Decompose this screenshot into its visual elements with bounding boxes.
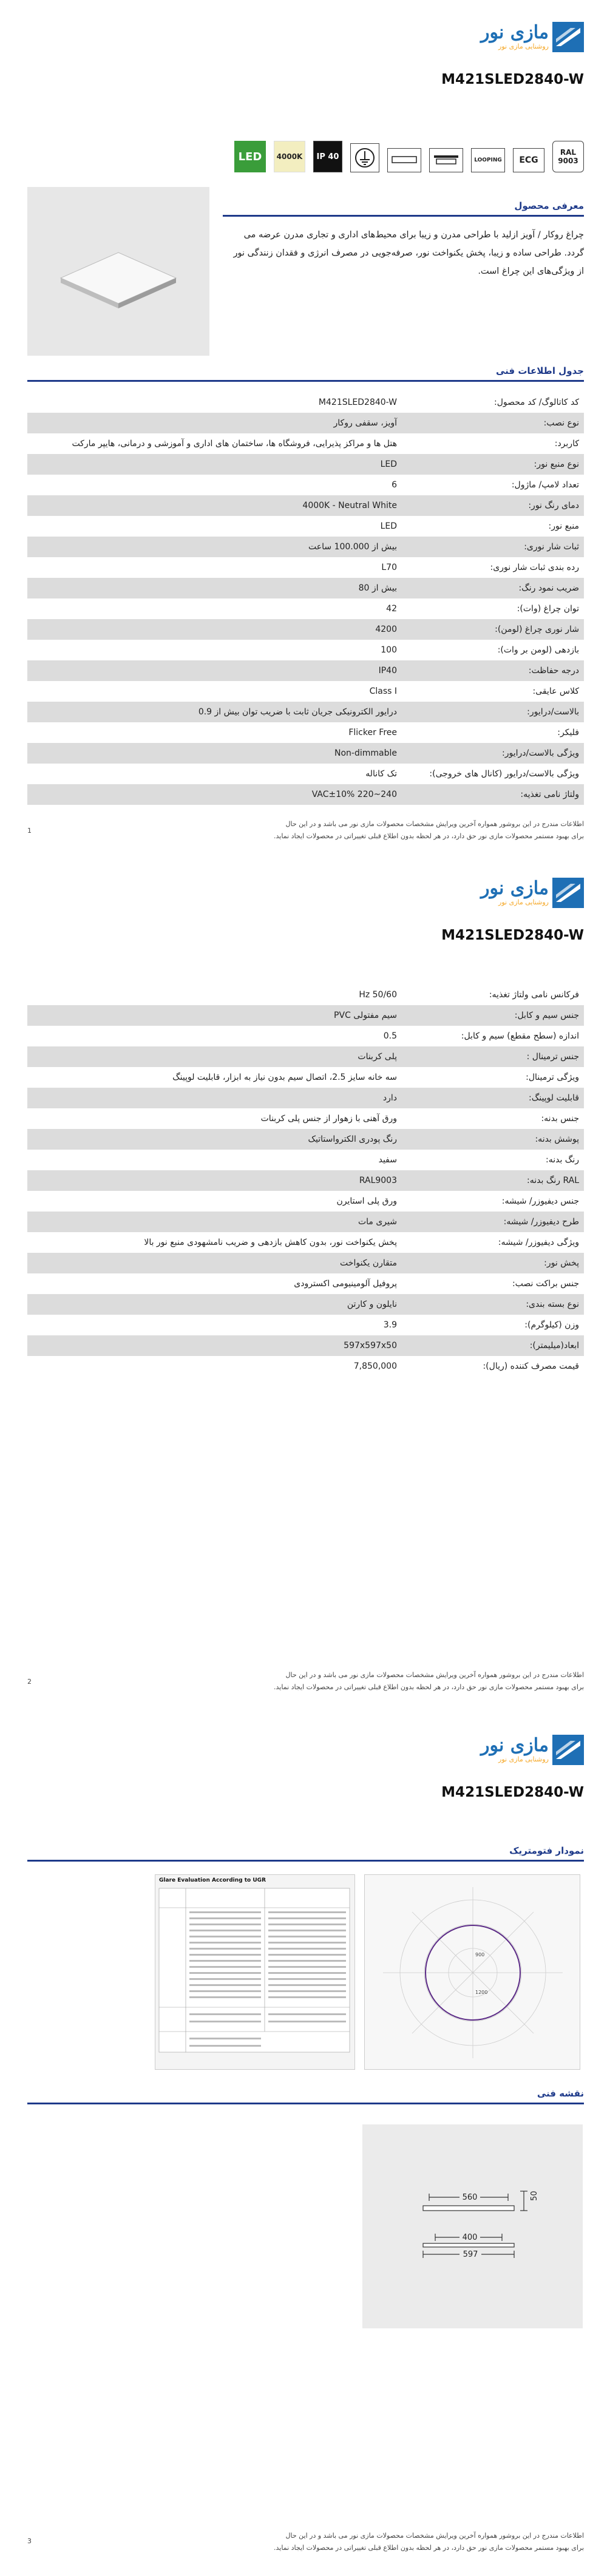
spec-row — [27, 1046, 584, 1067]
brand-tagline: روشنایی مازی نور — [498, 898, 549, 906]
spec-row — [27, 1067, 584, 1088]
footer-note — [27, 818, 584, 842]
spec-value: Flicker Free — [348, 728, 397, 737]
spec-value: Class I — [369, 686, 397, 696]
polar-label-900: 900 — [475, 1952, 485, 1957]
spec-value: 4000K - Neutral White — [27, 495, 402, 516]
logo-mark-icon — [552, 22, 584, 52]
feature-icons — [234, 141, 584, 172]
spec-key: وزن (کیلوگرم): — [524, 1320, 579, 1330]
spec-row — [27, 985, 584, 1005]
spec-value: سفید — [378, 1155, 397, 1165]
spec-value: ورق آهنی با زهوار از جنس پلی کربنات — [260, 1114, 397, 1124]
spec-key: شار نوری چراغ (لومن): — [402, 619, 584, 640]
spec-row — [27, 784, 584, 805]
spec-value: L70 — [381, 563, 397, 572]
spec-key: ویژگی ترمینال: — [526, 1073, 579, 1082]
dim-bracket: 400 — [462, 2233, 478, 2242]
spec-value: 240~220 VAC±10% — [27, 784, 402, 805]
spec-key: بازدهی (لومن بر وات): — [497, 645, 579, 655]
spec-key: جنس دیفیوزر/ شیشه: — [501, 1196, 579, 1206]
spec-row — [27, 413, 584, 433]
spec-key: کاربرد: — [554, 439, 579, 449]
spec-key: کلاس عایقی: — [532, 686, 579, 696]
drawing-title: نقشه فنی — [537, 2088, 584, 2099]
brand-logo — [469, 874, 584, 910]
spec-row — [27, 1026, 584, 1046]
spec-value: LED — [380, 521, 397, 531]
surface-mount-icon — [387, 148, 421, 172]
spec-row — [27, 1315, 584, 1335]
spec-row — [27, 537, 584, 557]
spec-key: طرح دیفیوزر/ شیشه: — [402, 1212, 584, 1232]
spec-key: ابعاد(میلیمتر): — [402, 1335, 584, 1356]
spec-row — [27, 640, 584, 660]
spec-row — [27, 1212, 584, 1232]
dim-width-a: 560 — [462, 2193, 478, 2202]
spec-value: RAL9003 — [27, 1170, 402, 1191]
dim-height: 50 — [530, 2191, 539, 2201]
spec-row — [27, 1294, 584, 1315]
glare-grid — [155, 1886, 353, 2066]
spec-row — [27, 681, 584, 702]
spec-row — [27, 1191, 584, 1212]
spec-title: جدول اطلاعات فنی — [496, 365, 584, 376]
spec-value: 597x597x50 — [27, 1335, 402, 1356]
spec-value: سه خانه سایز 2.5، اتصال سیم بدون نیاز به ابزار، قابلیت لوپینگ — [172, 1073, 397, 1082]
spec-value: تک کاناله — [365, 769, 397, 779]
spec-row — [27, 454, 584, 475]
spec-key: فلیکر: — [557, 728, 579, 737]
spec-key: بالاست/درایور: — [402, 702, 584, 722]
spec-row — [27, 722, 584, 743]
brand-logo — [469, 18, 584, 55]
spec-value: رنگ پودری الکترواستاتیک — [27, 1129, 402, 1150]
spec-row — [27, 1088, 584, 1108]
spec-row — [27, 660, 584, 681]
brand-name: مازی نور — [481, 1735, 549, 1756]
spec-value: Hz 50/60 — [359, 990, 397, 1000]
spec-key: جنس براکت نصب: — [512, 1279, 579, 1289]
spec-key: منبع نور: — [548, 521, 579, 531]
glare-title: Glare Evaluation According to UGR — [159, 1877, 266, 1883]
model-title: M421SLED2840-W — [441, 72, 584, 87]
spec-value: دارد — [27, 1088, 402, 1108]
spec-key: نوع بسته بندی: — [402, 1294, 584, 1315]
page-number: 3 — [27, 2537, 32, 2545]
spec-value: 3.9 — [383, 1320, 397, 1330]
spec-value: هتل ها و مراکز پذیرایی، فروشگاه ها، ساختمان های اداری و آموزشی و درمانی، هایپر مارکت — [72, 439, 397, 449]
footer-line-1: اطلاعات مندرج در این بروشور همواره آخرین ویرایش مشخصات محصولات مازی نور می باشد و در این حال — [285, 820, 584, 828]
brand-name: مازی نور — [481, 878, 549, 899]
spec-row — [27, 1335, 584, 1356]
footer-line-2: برای بهبود مستمر محصولات مازی نور حق دارد، در هر لحظه بدون اطلاع قبلی تغییراتی در محصولات ایجاد نماید. — [274, 2544, 584, 2552]
spec-key: نوع نصب: — [402, 413, 584, 433]
spec-value: سیم مفتولی PVC — [27, 1005, 402, 1026]
brand-logo — [469, 1731, 584, 1768]
spec-value: پخش یکنواخت نور، بدون کاهش بازدهی و ضریب نامشهودی منبع نور بالا — [144, 1238, 397, 1247]
spec-value: 0.5 — [383, 1031, 397, 1041]
spec-row — [27, 516, 584, 537]
spec-key: تعداد لامپ/ ماژول: — [511, 480, 579, 490]
spec-value: 4200 — [27, 619, 402, 640]
spec-value: 7,850,000 — [353, 1361, 397, 1371]
spec-key: ضریب نمود رنگ: — [402, 578, 584, 598]
spec-row — [27, 1356, 584, 1377]
spec-key: RAL رنگ بدنه: — [402, 1170, 584, 1191]
footer-line-2: برای بهبود مستمر محصولات مازی نور حق دارد، در هر لحظه بدون اطلاع قبلی تغییراتی در محصولات ایجاد نماید. — [274, 832, 584, 840]
spec-value: شیری مات — [27, 1212, 402, 1232]
spec-row — [27, 1108, 584, 1129]
footer-note — [27, 1669, 584, 1693]
spec-key: درجه حفاظت: — [402, 660, 584, 681]
spec-key: قیمت مصرف کننده (ریال): — [483, 1361, 579, 1371]
spec-row — [27, 764, 584, 784]
spec-row — [27, 433, 584, 454]
spec-row — [27, 495, 584, 516]
spec-value: 42 — [386, 604, 397, 614]
ip-rating-icon: IP 40 — [313, 141, 342, 172]
model-title: M421SLED2840-W — [441, 1785, 584, 1800]
intro-text: چراغ روکار / آویز ازلید با طراحی مدرن و زیبا برای محیط‌های اداری و تجاری مدرن عرضه می گردد. طراحی ساده و زیبا، پخش یکنواخت نور، صرفه‌جویی در مصرف انرژی و فقدان زنندگی نور از ویژگی‌های این چراغ است. — [233, 230, 584, 276]
spec-key: ثبات شار نوری: — [402, 537, 584, 557]
spec-value: 100 — [381, 645, 397, 655]
technical-drawing — [362, 2124, 583, 2328]
logo-mark-icon — [552, 878, 584, 908]
footer-note — [27, 2530, 584, 2554]
photometric-divider — [27, 1860, 584, 1862]
spec-row — [27, 475, 584, 495]
looping-icon: LOOPING — [471, 148, 505, 172]
spec-row — [27, 392, 584, 413]
footer-line-1: اطلاعات مندرج در این بروشور همواره آخرین ویرایش مشخصات محصولات مازی نور می باشد و در این حال — [285, 2532, 584, 2540]
spec-row — [27, 1129, 584, 1150]
spec-row — [27, 619, 584, 640]
spec-key: ویژگی دیفیوزر/ شیشه: — [498, 1238, 579, 1247]
glare-evaluation-table — [155, 1874, 355, 2070]
spec-key: جنس بدنه: — [541, 1114, 579, 1124]
spec-row — [27, 702, 584, 722]
spec-key: جنس سیم و کابل: — [402, 1005, 584, 1026]
dim-width-d: 597 — [463, 2250, 478, 2259]
photometric-title: نمودار فتومتریک — [509, 1845, 584, 1856]
spec-value: متقارن یکنواخت — [27, 1253, 402, 1273]
brand-tagline: روشنایی مازی نور — [498, 1755, 549, 1763]
spec-key: اندازه (سطح مقطع) سیم و کابل: — [461, 1031, 579, 1041]
color-temperature-icon: 4000K — [274, 141, 305, 172]
spec-key: پخش نور: — [402, 1253, 584, 1273]
spec-row — [27, 743, 584, 764]
spec-key: رده بندی ثبات شار نوری: — [490, 563, 579, 572]
polar-label-1200: 1200 — [475, 1990, 488, 1995]
page-number: 2 — [27, 1678, 32, 1686]
spec-value: 6 — [392, 480, 397, 490]
intro-divider — [223, 215, 584, 217]
spec-value: Non-dimmable — [27, 743, 402, 764]
product-image — [27, 187, 209, 356]
spec-key: قابلیت لوپینگ: — [402, 1088, 584, 1108]
spec-value: LED — [27, 454, 402, 475]
spec-value: آویز، سقفی روکار — [27, 413, 402, 433]
spec-key: ویژگی بالاست/درایور (کانال های خروجی): — [429, 769, 579, 779]
spec-row — [27, 1232, 584, 1253]
spec-table-1 — [27, 392, 584, 805]
model-title: M421SLED2840-W — [441, 927, 584, 943]
ral-color-icon: RAL 9003 — [552, 141, 584, 172]
spec-key: پوشش بدنه: — [402, 1129, 584, 1150]
spec-key: ولتاژ نامی تغذیه: — [402, 784, 584, 805]
footer-line-1: اطلاعات مندرج در این بروشور همواره آخرین ویرایش مشخصات محصولات مازی نور می باشد و در این حال — [285, 1671, 584, 1679]
polar-diagram — [364, 1874, 580, 2070]
spec-row — [27, 1005, 584, 1026]
spec-value: ورق پلی استایرن — [336, 1196, 397, 1206]
earth-class-icon — [350, 143, 379, 172]
spec-row — [27, 1150, 584, 1170]
spec-row — [27, 1253, 584, 1273]
intro-title: معرفی محصول — [514, 200, 584, 211]
spec-row — [27, 1273, 584, 1294]
brand-name: مازی نور — [481, 22, 549, 43]
spec-divider — [27, 380, 584, 382]
spec-table-2 — [27, 985, 584, 1377]
spec-key: دمای رنگ نور: — [402, 495, 584, 516]
spec-key: رنگ بدنه: — [545, 1155, 579, 1165]
spec-key: فرکانس نامی ولتاژ تغذیه: — [489, 990, 579, 1000]
spec-row — [27, 578, 584, 598]
spec-row — [27, 1170, 584, 1191]
brand-tagline: روشنایی مازی نور — [498, 42, 549, 50]
spec-key: توان چراغ (وات): — [517, 604, 579, 614]
spec-key: کد کاتالوگ/ کد محصول: — [493, 398, 579, 407]
spec-value: IP40 — [27, 660, 402, 681]
drawing-divider — [27, 2103, 584, 2104]
spec-key: جنس ترمینال : — [402, 1046, 584, 1067]
logo-mark-icon — [552, 1735, 584, 1765]
spec-row — [27, 598, 584, 619]
ecg-icon: ECG — [513, 148, 544, 172]
spec-value: پروفیل آلومینیومی اکسترودی — [294, 1279, 397, 1289]
footer-line-2: برای بهبود مستمر محصولات مازی نور حق دارد، در هر لحظه بدون اطلاع قبلی تغییراتی در محصولات ایجاد نماید. — [274, 1683, 584, 1691]
page-number: 1 — [27, 827, 32, 835]
spec-value: بیش از 100.000 ساعت — [27, 537, 402, 557]
spec-key: ویژگی بالاست/درایور: — [402, 743, 584, 764]
led-icon: LED — [234, 141, 266, 172]
spec-value: پلی کربنات — [27, 1046, 402, 1067]
spec-value: بیش از 80 — [27, 578, 402, 598]
spec-row — [27, 557, 584, 578]
spec-value: نایلون و کارتن — [27, 1294, 402, 1315]
spec-value: M421SLED2840-W — [318, 398, 397, 407]
spec-key: نوع منبع نور: — [402, 454, 584, 475]
spec-value: درایور الکترونیکی جریان ثابت با ضریب توان بیش از 0.9 — [27, 702, 402, 722]
recessed-mount-icon — [429, 148, 463, 172]
